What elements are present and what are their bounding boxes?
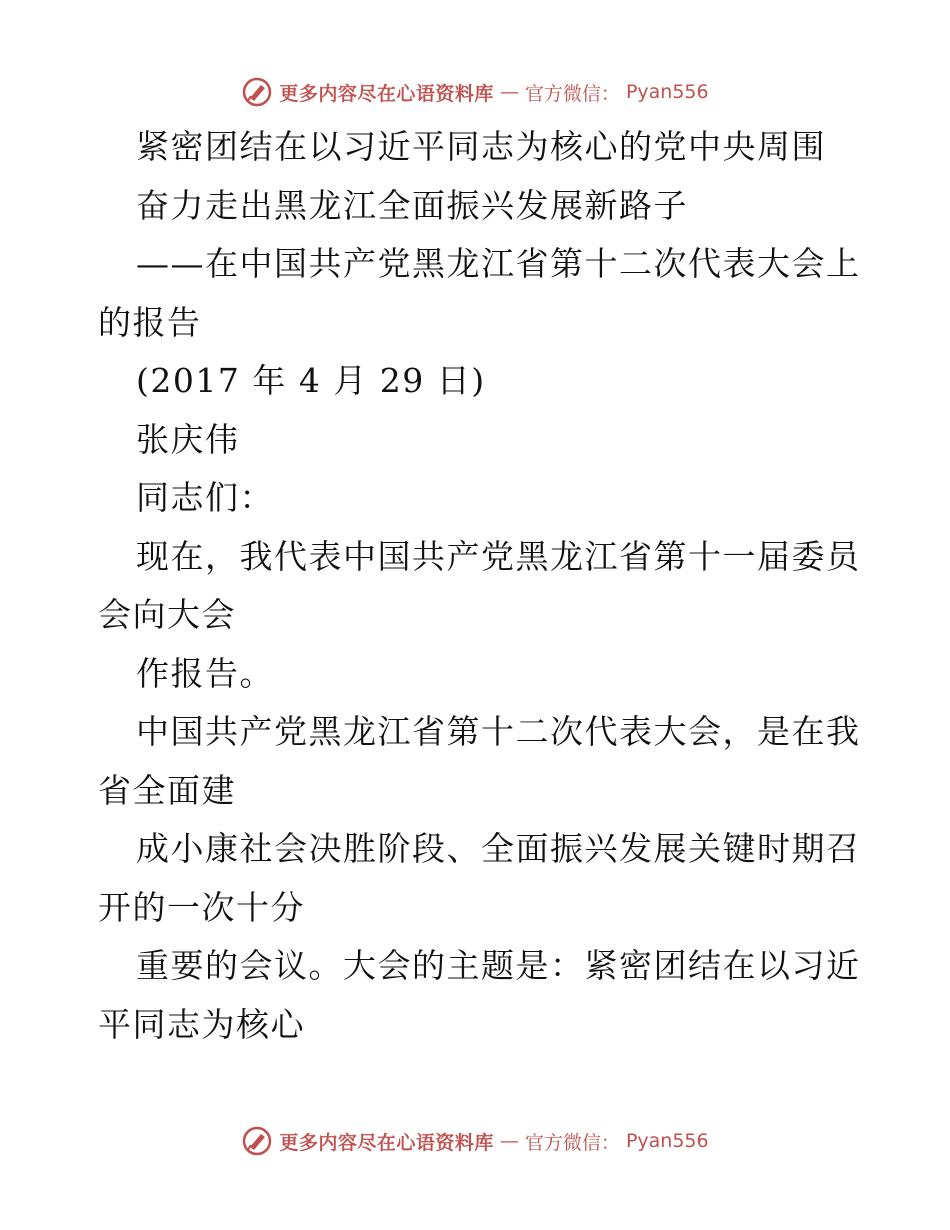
paragraph-line: 平同志为核心 [98,1004,305,1044]
paragraph-line: 省全面建 [98,770,236,810]
paragraph-line: 中国共产党黑龙江省第十二次代表大会，是在我 [136,712,861,751]
watermark-separator: — [499,1130,519,1152]
paragraph-line: 现在，我代表中国共产党黑龙江省第十一届委员 [136,536,861,576]
paragraph-line: 开的一次十分 [98,887,305,927]
watermark-separator: — [499,81,519,103]
paragraph-line: 作报告。 [136,653,274,693]
watermark-wechat-id: Pyan556 [625,81,709,103]
paragraph-line: 会向大会 [98,595,236,634]
seal-logo-icon [241,1125,273,1157]
paragraph-line: 重要的会议。大会的主题是：紧密团结在以习近 [136,946,861,985]
paragraph-line: 成小康社会决胜阶段、全面振兴发展关键时期召 [136,829,861,868]
subtitle-line-2: 的报告 [98,302,202,342]
watermark-brand: 更多内容尽在心语资料库 [279,1131,494,1154]
seal-logo-icon [241,76,273,108]
watermark-official-label: 官方微信： [524,82,620,105]
title-line-1: 紧密团结在以习近平同志为核心的党中央周围 [136,127,826,166]
document-body [98,118,861,1054]
header-watermark [0,72,950,112]
watermark-wechat-id: Pyan556 [625,1130,709,1152]
date-line: (2017 年 4 月 29 日) [136,361,486,400]
footer-watermark [0,1121,950,1161]
watermark-official-label: 官方微信： [524,1131,620,1154]
salutation-line: 同志们： [136,478,274,517]
title-line-2: 奋力走出黑龙江全面振兴发展新路子 [136,185,688,225]
author-line: 张庆伟 [136,419,240,459]
subtitle-line-1: ——在中国共产党黑龙江省第十二次代表大会上 [136,244,861,283]
watermark-brand: 更多内容尽在心语资料库 [279,82,494,105]
